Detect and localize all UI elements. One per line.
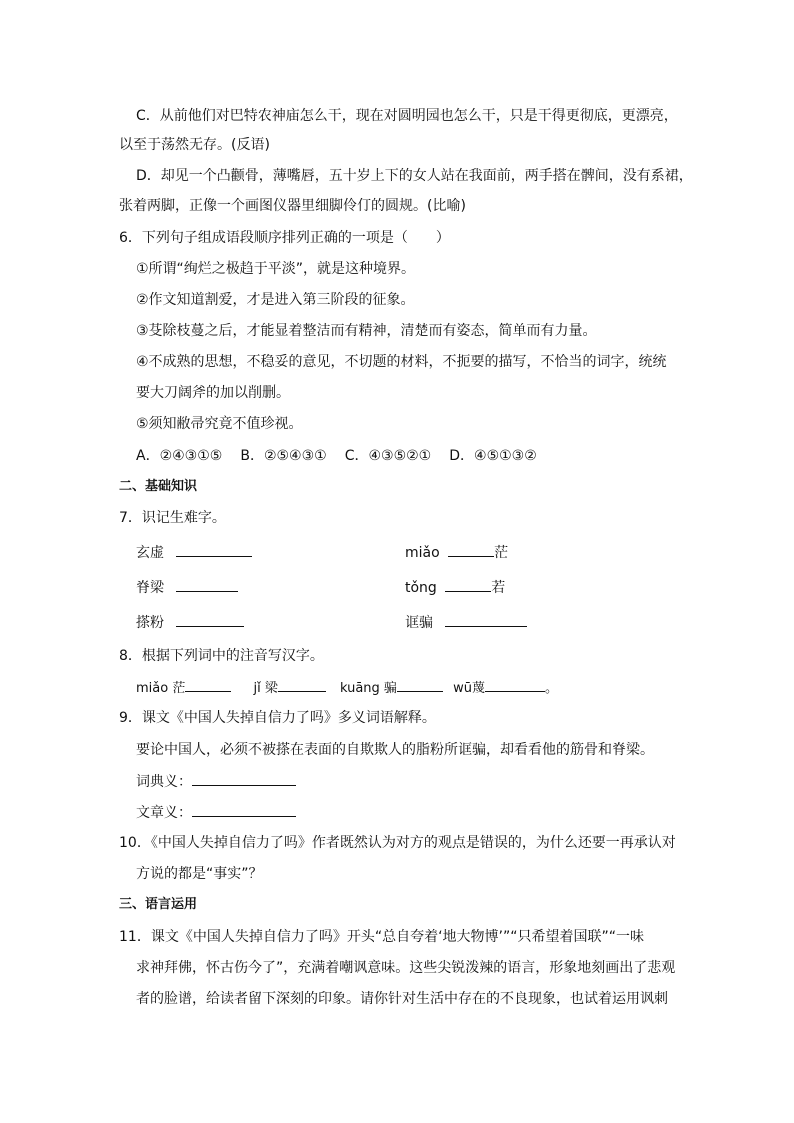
q7-item-suffix: 茫 (494, 545, 509, 561)
q6-options (136, 446, 555, 466)
q9-stem: 9．课文《中国人失掉自信力了吗》多义词语解释。 (119, 710, 436, 726)
q11-line3: 者的脸谱，给读者留下深刻的印象。请你针对生活中存在的不良现象，也试着运用讽刺 (136, 991, 668, 1007)
q7-item-6 (405, 612, 527, 633)
answer-blank[interactable] (445, 577, 491, 592)
answer-blank[interactable] (448, 542, 494, 557)
q7-item-label: miǎo (405, 545, 440, 561)
q5-option-c-line2: 以至于荡然无存。(反语) (119, 137, 270, 153)
q6-sentence-3: ③芟除枝蔓之后，才能显着整洁而有精神，清楚而有姿态，简单而有力量。 (136, 323, 597, 339)
q6-sentence-5: ⑤须知敝帚究竟不值珍视。 (136, 416, 303, 432)
q7-item-3 (136, 577, 238, 598)
q7-item-label: 诓骗 (405, 615, 433, 631)
answer-blank[interactable] (176, 542, 252, 557)
q9-sentence: 要论中国人，必须不被搽在表面的自欺欺人的脂粉所诓骗，却看看他的筋骨和脊梁。 (136, 742, 654, 758)
q6-option-b[interactable]: B．②⑤④③① (240, 448, 327, 464)
q8-part-5: 。 (544, 681, 558, 696)
q7-item-2 (405, 542, 508, 563)
q7-item-label: 搽粉 (136, 615, 164, 631)
q5-option-d-line2: 张着两脚，正像一个画图仪器里细脚伶仃的圆规。(比喻) (119, 198, 466, 214)
q5-option-d-line1: D．却见一个凸颧骨，薄嘴唇，五十岁上下的女人站在我面前，两手搭在髀间，没有系裙， (136, 168, 693, 184)
q9-label-context: 文章义： (136, 805, 192, 821)
q6-option-d[interactable]: D．④⑤①③② (449, 448, 537, 464)
q8-stem: 8．根据下列词中的注音写汉字。 (119, 648, 324, 664)
q8-items (136, 677, 558, 699)
q7-item-label: 玄虚 (136, 545, 164, 561)
q7-item-4 (405, 577, 505, 598)
answer-blank[interactable] (176, 577, 238, 592)
q6-sentence-1: ①所谓“绚烂之极趋于平淡”，就是这种境界。 (136, 261, 416, 277)
answer-blank[interactable] (397, 677, 443, 692)
q7-item-suffix: 若 (491, 580, 506, 596)
q7-item-label: tǒng (405, 580, 437, 596)
q9-dictionary-meaning (136, 771, 296, 792)
answer-blank[interactable] (192, 771, 296, 786)
q5-option-c-line1: C．从前他们对巴特农神庙怎么干，现在对圆明园也怎么干，只是干得更彻底，更漂亮， (136, 108, 678, 124)
q6-sentence-4-line2: 要大刀阔斧的加以削删。 (136, 385, 290, 401)
q6-sentence-4-line1: ④不成熟的思想，不稳妥的意见，不切题的材料，不扼要的描写，不恰当的词字，统统 (136, 354, 667, 370)
q9-label-dictionary: 词典义： (136, 774, 192, 790)
q7-item-label: 脊梁 (136, 580, 164, 596)
q8-part-4: wū蔑 (453, 681, 485, 696)
q10-line1: 10．《中国人失掉自信力了吗》作者既然认为对方的观点是错误的，为什么还要一再承认对 (119, 835, 676, 851)
q8-part-2: jǐ 梁 (253, 681, 278, 696)
q8-part-3: kuāng 骗 (339, 681, 397, 696)
answer-blank[interactable] (185, 677, 231, 692)
answer-blank[interactable] (445, 612, 527, 627)
q10-line2: 方说的都是“事实”？ (136, 866, 263, 882)
answer-blank[interactable] (278, 677, 326, 692)
q7-stem: 7．识记生难字。 (119, 510, 226, 526)
q6-option-c[interactable]: C．④③⑤②① (344, 448, 432, 464)
q6-option-a[interactable]: A．②④③①⑤ (136, 448, 223, 464)
answer-blank[interactable] (192, 802, 296, 817)
q6-sentence-2: ②作文知道割爱，才是进入第三阶段的征象。 (136, 292, 415, 308)
answer-blank[interactable] (485, 677, 545, 692)
q9-context-meaning (136, 802, 296, 823)
q6-stem: 6．下列句子组成语段顺序排列正确的一项是（ ） (119, 230, 450, 246)
q11-line1: 11．课文《中国人失掉自信力了吗》开头“总自夸着‘地大物博’”“只希望着国联”“一味 (119, 929, 644, 945)
q8-part-1: miǎo 茫 (136, 681, 186, 696)
q7-item-1 (136, 542, 252, 563)
q11-line2: 求神拜佛，怀古伤今了”，充满着嘲讽意味。这些尖锐泼辣的语言，形象地刻画出了悲观 (136, 960, 676, 976)
section-heading-language: 三、语言运用 (119, 897, 198, 912)
answer-blank[interactable] (176, 612, 244, 627)
q7-item-5 (136, 612, 244, 633)
section-heading-basics: 二、基础知识 (119, 479, 198, 494)
